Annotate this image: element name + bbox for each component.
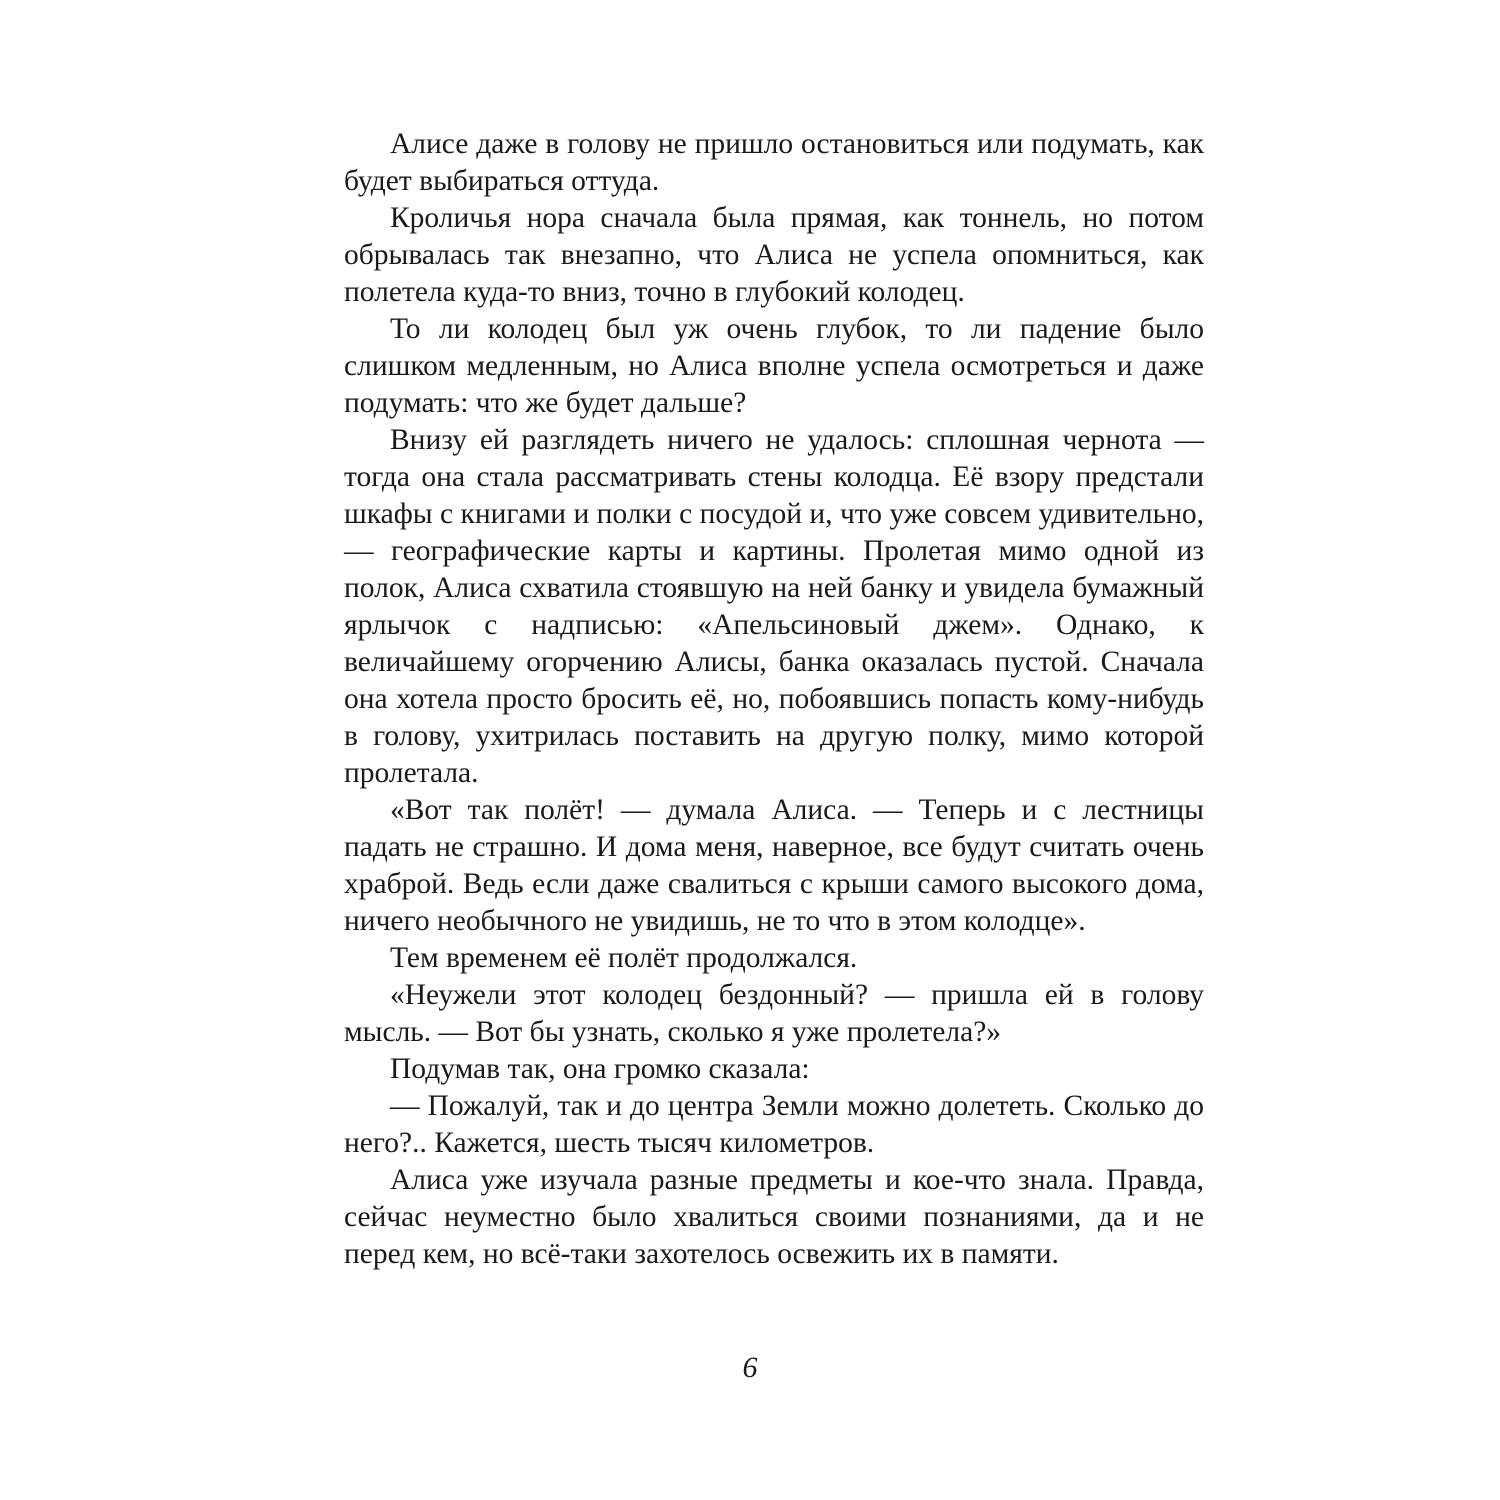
paragraph-10: Алиса уже изучала разные предметы и кое-что знала. Правда, сейчас неуместно было хвалиться своими познаниями, да и не перед кем, но всё-таки захотелось освежить их в памяти. <box>344 1164 1204 1270</box>
body-text <box>344 126 1204 1273</box>
paragraph-2: Кроличья нора сначала была прямая, как тоннель, но потом обрывалась так внезапно, что Алиса не успела опомниться, как полетела куда-то вниз, точно в глубокий колодец. <box>344 202 1204 308</box>
paragraph-4: Внизу ей разглядеть ничего не удалось: сплошная чернота — тогда она стала рассматривать стены колодца. Её взору предстали шкафы с книгами и полки с посудой и, что уже совсем удивительно, — географические карты и картины. Пролетая мимо одной из полок, Алиса схватила стоявшую на ней банку и увидела бумажный ярлычок с надписью: «Апельсиновый джем». Однако, к величайшему огорчению Алисы, банка оказалась пустой. Сначала она хотела просто бросить её, но, побоявшись попасть кому-нибудь в голову, ухитрилась поставить на другую полку, мимо которой пролетала. <box>344 424 1204 789</box>
paragraph-6: Тем временем её полёт продолжался. <box>390 942 858 974</box>
paragraph-1: Алисе даже в голову не пришло остановиться или подумать, как будет выбираться оттуда. <box>344 128 1204 197</box>
paragraph-9: — Пожалуй, так и до центра Земли можно долететь. Сколько до него?.. Кажется, шесть тысяч километров. <box>344 1090 1204 1159</box>
paragraph-5: «Вот так полёт! — думала Алиса. — Теперь и с лестницы падать не страшно. И дома меня, наверное, все будут считать очень храброй. Ведь если даже свалиться с крыши самого высокого дома, ничего необычного не увидишь, не то что в этом колодце». <box>344 794 1204 937</box>
paragraph-8: Подумав так, она громко сказала: <box>390 1053 810 1085</box>
paragraph-7: «Неужели этот колодец бездонный? — пришла ей в голову мысль. — Вот бы узнать, сколько я уже пролетела?» <box>344 979 1204 1048</box>
paragraph-3: То ли колодец был уж очень глубок, то ли падение было слишком медленным, но Алиса вполне успела осмотреться и даже подумать: что же будет дальше? <box>344 313 1204 419</box>
page-number: 6 <box>742 1351 758 1384</box>
